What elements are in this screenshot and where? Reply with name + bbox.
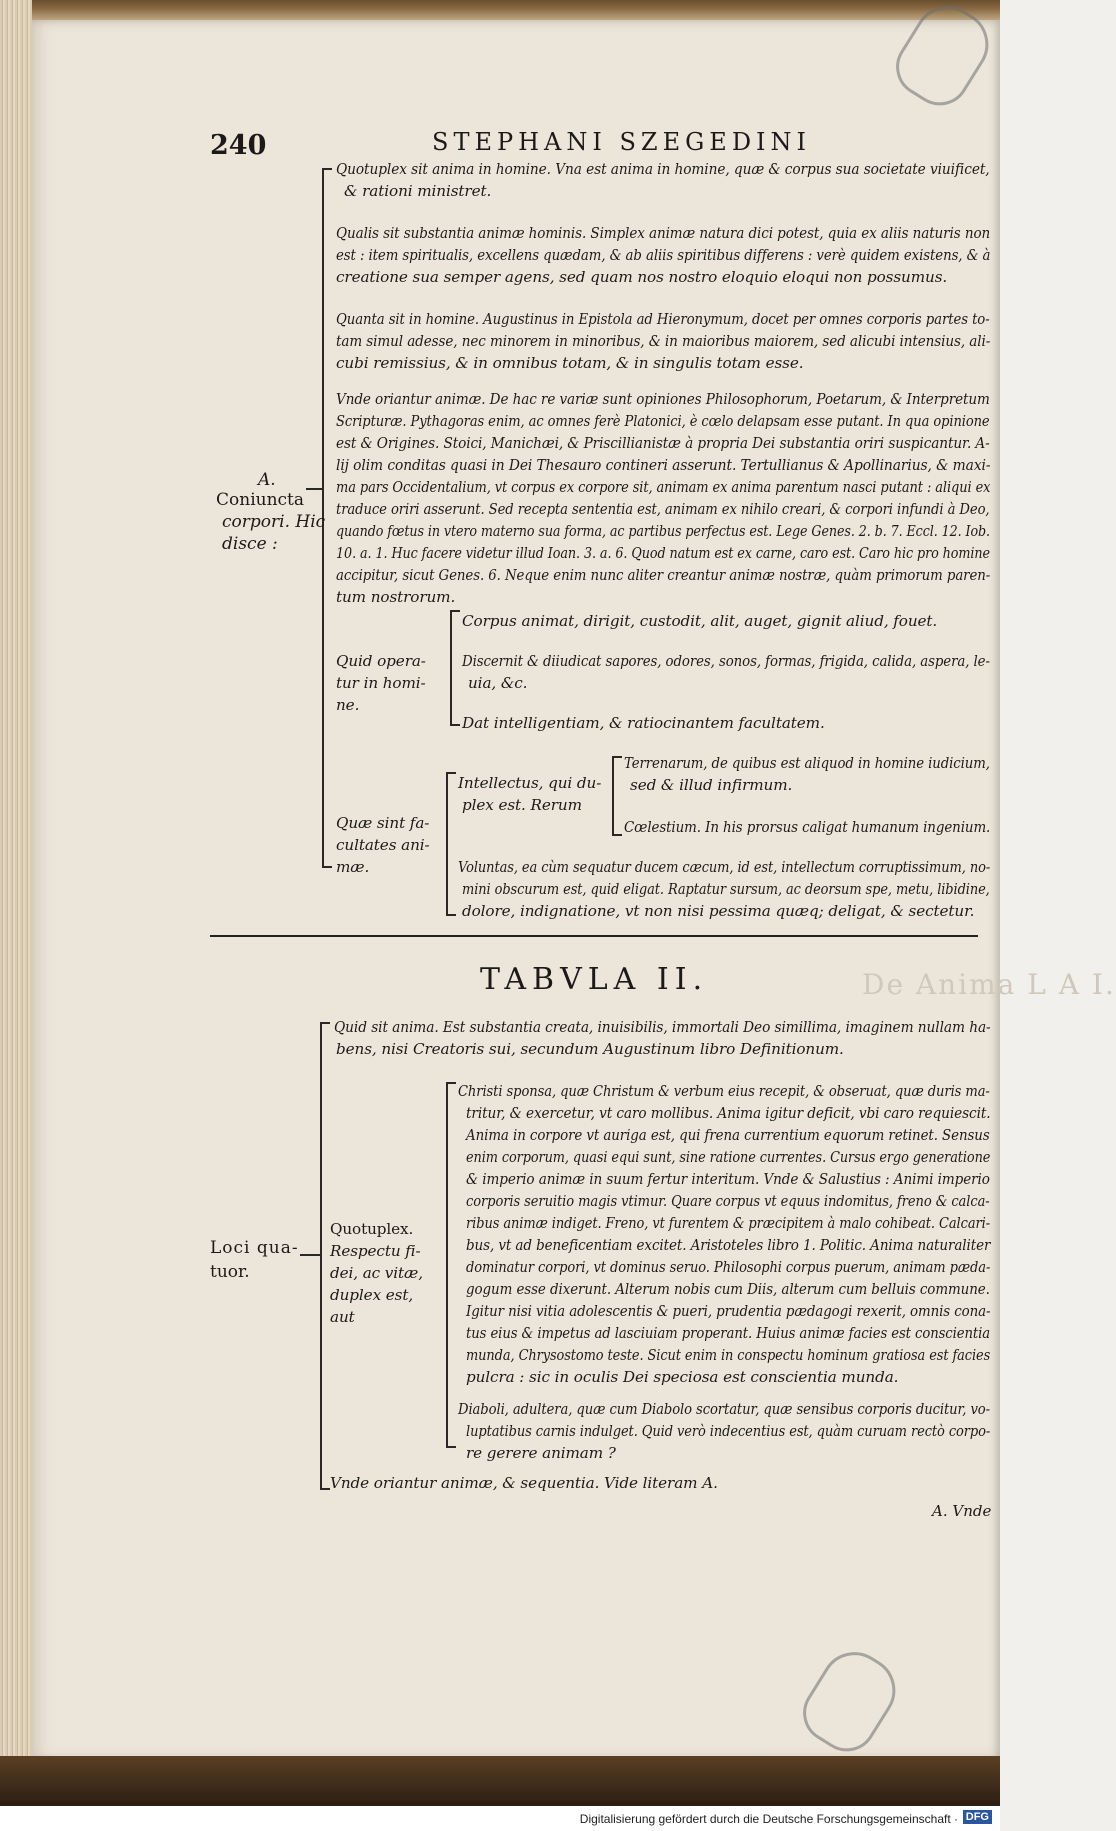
quid-line-2: bens, nisi Creatoris sui, secundum Augustinum libro Definitionum. [336, 1040, 844, 1058]
bleed-through-text: De Anima L A I. [862, 968, 1116, 1001]
operatur-brace [450, 610, 452, 726]
facultates-label-1: Quæ sint fa- [336, 814, 430, 832]
brace-tick [322, 866, 332, 868]
christi-line-13: munda, Chrysostomo teste. Sicut enim in conspectu hominum gratiosa est facies [466, 1346, 991, 1364]
voluntas-line-2: mini obscurum est, quid eligat. Raptatur sursum, ac deorsum spe, metu, libidine, [462, 880, 990, 898]
tabula-title: TABVLA II. [480, 962, 709, 997]
brace-point [306, 488, 322, 490]
vnde-reference: Vnde oriantur animæ, & sequentia. Vide literam A. [330, 1474, 718, 1492]
running-head: STEPHANI SZEGEDINI [432, 128, 812, 156]
brace-tick [446, 772, 456, 774]
book-binding-top [0, 0, 1000, 22]
quotuplex-label-3: dei, ac vitæ, [330, 1264, 423, 1282]
christi-line-4: enim corporum, quasi equi sunt, sine ratione currentes. Cursus ergo generatione [466, 1148, 991, 1166]
side-label-corpori: corpori. Hic [222, 512, 326, 532]
brace-tick [450, 724, 460, 726]
loci-brace [320, 1022, 322, 1490]
brace-tick [450, 610, 460, 612]
christi-line-5: & imperio animæ in suum fertur interitum. Vnde & Salustius : Animi imperio [466, 1170, 990, 1188]
digitization-credit: Digitalisierung gefördert durch die Deutsche Forschungsgemeinschaft · [579, 1812, 958, 1826]
loci-label-1: Loci qua- [210, 1238, 299, 1258]
christi-diaboli-brace [446, 1082, 448, 1448]
brace-tick [446, 1446, 456, 1448]
christi-line-6: corporis seruitio magis vtimur. Quare corpus vt equus indomitus, freno & calca- [466, 1192, 990, 1210]
side-label-coniuncta: Coniuncta [216, 490, 305, 510]
christi-line-3: Anima in corpore vt auriga est, qui frena currentium equorum retinet. Sensus [466, 1126, 990, 1144]
rerum-brace [612, 756, 614, 836]
section-divider [210, 935, 978, 937]
christi-line-10: gogum esse dixerunt. Alterum nobis cum Diis, alterum cum belluis commune. [466, 1280, 990, 1298]
brace-tick [320, 1488, 330, 1490]
vnde-line-5: ma pars Occidentalium, vt corpus ex corpore sit, animam ex anima parentum nasci putant : aliqui ex [336, 478, 991, 496]
facultates-label-2: cultates ani- [336, 836, 430, 854]
voluntas-line-3: dolore, indignatione, vt non nisi pessima quæq; deligat, & sectetur. [462, 902, 975, 920]
brace-tick [612, 834, 622, 836]
quotuplex-label-2: Respectu fi- [330, 1242, 421, 1260]
quid-operatur-label-1: Quid opera- [336, 652, 426, 670]
brace-point [300, 1254, 320, 1256]
loci-label-2: tuor. [210, 1262, 250, 1282]
diaboli-line-1: Diaboli, adultera, quæ cum Diabolo scortatur, quæ sensibus corporis ducitur, vo- [458, 1400, 990, 1418]
diaboli-line-3: re gerere animam ? [466, 1444, 616, 1462]
qualis-line-1: Qualis sit substantia animæ hominis. Simplex animæ natura dici potest, quia ex aliis naturis non [336, 224, 991, 242]
side-label-disce: disce : [222, 534, 278, 554]
page-edges [0, 0, 32, 1760]
intellectus-line-2: plex est. Rerum [462, 796, 582, 814]
christi-line-14: pulcra : sic in oculis Dei speciosa est conscientia munda. [466, 1368, 899, 1386]
vnde-line-9: accipitur, sicut Genes. 6. Neque enim nunc aliter creantur animæ nostræ, quàm primorum paren- [336, 566, 991, 584]
qualis-line-3: creatione sua semper agens, sed quam nos nostro eloquio eloqui non possumus. [336, 268, 948, 286]
quanta-line-2: tam simul adesse, nec minorem in minoribus, & in maioribus maiorem, sed alicubi intensius, ali- [336, 332, 991, 350]
brace-tick [322, 168, 332, 170]
catchword: A. Vnde [932, 1502, 992, 1520]
vnde-line-1: Vnde oriantur animæ. De hac re variæ sunt opiniones Philosophorum, Poetarum, & Interpretum [336, 390, 990, 408]
quotuplex-label-4: duplex est, [330, 1286, 414, 1304]
vnde-line-2: Scripturæ. Pythagoras enim, ac omnes ferè Platonici, è cœlo delapsam esse putant. In qua opinione [336, 412, 990, 430]
christi-line-8: bus, vt ad beneficentiam excitet. Aristoteles libro 1. Politic. Anima naturaliter [466, 1236, 991, 1254]
diaboli-line-2: luptatibus carnis indulget. Quid verò indecentius est, quàm curuam rectò corpo- [466, 1422, 991, 1440]
voluntas-line-1: Voluntas, ea cùm sequatur ducem cæcum, id est, intellectum corruptissimum, no- [458, 858, 991, 876]
operatur-item-3: Dat intelligentiam, & ratiocinantem facultatem. [462, 714, 825, 732]
book-binding-bottom [0, 1756, 1000, 1806]
quotuplex-line-2: & rationi ministret. [344, 182, 492, 200]
vnde-line-10: tum nostrorum. [336, 588, 456, 606]
operatur-item-1: Corpus animat, dirigit, custodit, alit, auget, gignit aliud, fouet. [462, 612, 938, 630]
quotuplex-label-5: aut [330, 1308, 355, 1326]
christi-line-7: ribus animæ indiget. Freno, vt furentem & præcipitem à malo cohibeat. Calcari- [466, 1214, 991, 1232]
brace-tick [446, 1082, 456, 1084]
christi-line-1: Christi sponsa, quæ Christum & verbum eius recepit, & obseruat, quæ duris ma- [458, 1082, 990, 1100]
operatur-item-2: Discernit & diiudicat sapores, odores, sonos, formas, frigida, calida, aspera, le- [462, 652, 990, 670]
vnde-line-3: est & Origines. Stoici, Manichæi, & Priscillianistæ à propria Dei substantia oriri suspicantur. A- [336, 434, 990, 452]
christi-line-2: tritur, & exercetur, vt caro mollibus. Anima igitur deficit, vbi caro requiescit. [466, 1104, 991, 1122]
dfg-logo: DFG [963, 1810, 992, 1824]
side-label-a: A. [258, 470, 276, 490]
caelestium-line: Cœlestium. In his prorsus caligat humanum ingenium. [624, 818, 991, 836]
facultates-brace [446, 772, 448, 916]
vnde-line-7: quando fœtus in vtero materno sua forma, ac partibus perfectus est. Lege Genes. 2. b. 7. Eccl. 12. Iob. [336, 522, 991, 540]
operatur-item-2b: uia, &c. [468, 674, 528, 692]
page-number: 240 [210, 130, 267, 161]
brace-tick [446, 914, 456, 916]
qualis-line-2: est : item spiritualis, excellens quædam, & ab aliis spiritibus differens : verè quidem existens, & à [336, 246, 991, 264]
quanta-line-3: cubi remissius, & in omnibus totam, & in singulis totam esse. [336, 354, 804, 372]
vnde-line-4: lij olim conditas quasi in Dei Thesauro contineri asserunt. Tertullianus & Apollinarius, & maxi- [336, 456, 991, 474]
facultates-label-3: mæ. [336, 858, 370, 876]
christi-line-11: Igitur nisi vitia adolescentis & pueri, prudentia pædagogi rexerit, omnis cona- [466, 1302, 991, 1320]
christi-line-9: dominatur corpori, vt dominus seruo. Philosophi corpus puerum, animam pæda- [466, 1258, 991, 1276]
quotuplex-line-1: Quotuplex sit anima in homine. Vna est anima in homine, quæ & corpus sua societate viuificet, [336, 160, 990, 178]
quid-operatur-label-3: ne. [336, 696, 360, 714]
intellectus-line-1: Intellectus, qui du- [458, 774, 602, 792]
quanta-line-1: Quanta sit in homine. Augustinus in Epistola ad Hieronymum, docet per omnes corporis partes to- [336, 310, 990, 328]
brace-tick [320, 1022, 330, 1024]
terrenarum-line-2: sed & illud infirmum. [630, 776, 793, 794]
terrenarum-line-1: Terrenarum, de quibus est aliquod in homine iudicium, [624, 754, 990, 772]
brace-tick [612, 756, 622, 758]
quid-line-1: Quid sit anima. Est substantia creata, inuisibilis, immortali Deo simillima, imaginem nullam ha- [334, 1018, 991, 1036]
christi-line-12: tus eius & impetus ad lasciuiam properant. Huius animæ facies est conscientia [466, 1324, 991, 1342]
vnde-line-6: traduce oriri asserunt. Sed recepta sententia est, animam ex nihilo creari, & corpori infundi à Deo, [336, 500, 990, 518]
vnde-line-8: 10. a. 1. Huc facere videtur illud Ioan. 3. a. 6. Quod natum est ex carne, caro est. Caro hic pro homine [336, 544, 990, 562]
quid-operatur-label-2: tur in homi- [336, 674, 426, 692]
quotuplex-label-1: Quotuplex. [330, 1220, 414, 1238]
